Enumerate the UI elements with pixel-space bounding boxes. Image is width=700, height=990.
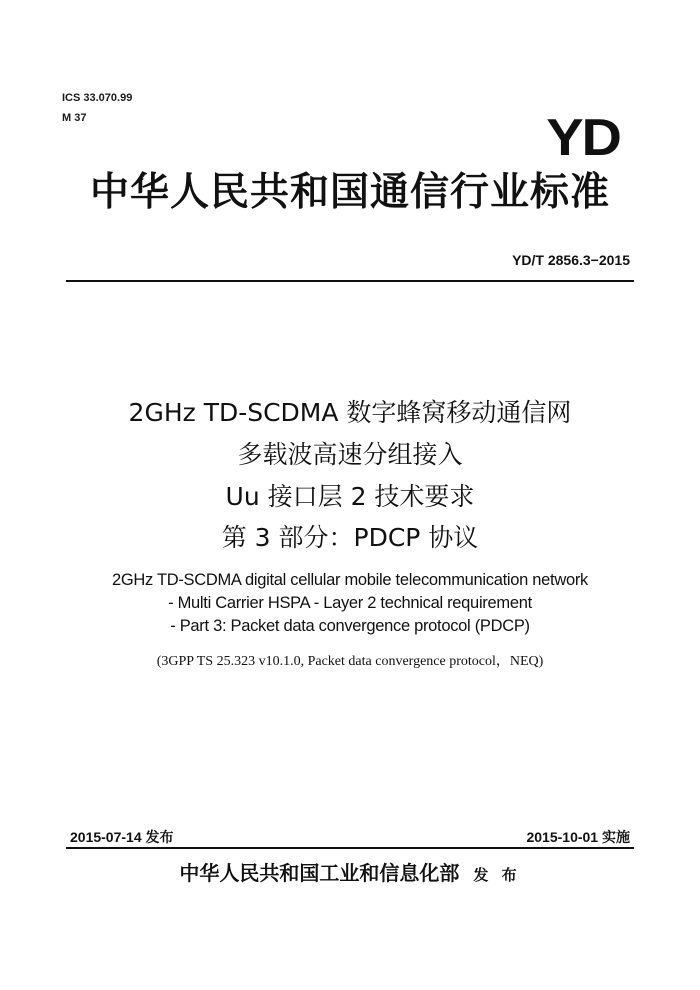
issuing-authority <box>0 857 700 886</box>
title-cn-line-1: 2GHz TD-SCDMA 数字蜂窝移动通信网 <box>128 398 572 427</box>
implementation-date: 2015-10-01 实施 <box>526 829 630 845</box>
footer-divider <box>66 847 634 849</box>
standard-type-heading: 中华人民共和国通信行业标准 <box>89 170 610 215</box>
issue-date: 2015-07-14 发布 <box>70 829 174 845</box>
yd-logo: YD <box>546 108 620 167</box>
category-code: M 37 <box>62 112 87 124</box>
title-cn-line-3: Uu 接口层 2 技术要求 <box>225 482 475 511</box>
title-en-line-1: 2GHz TD-SCDMA digital cellular mobile telecommunication network <box>112 571 588 589</box>
equivalence-note: (3GPP TS 25.323 v10.1.0, Packet data convergence protocol，NEQ) <box>156 654 544 669</box>
title-cn-line-4: 第 3 部分：PDCP 协议 <box>221 523 479 552</box>
title-en-line-2: - Multi Carrier HSPA - Layer 2 technical requirement <box>168 594 532 612</box>
title-en-line-3: - Part 3: Packet data convergence protocol (PDCP) <box>170 617 530 635</box>
issue-action: 发 布 <box>473 866 521 884</box>
title-cn-line-2: 多载波高速分组接入 <box>237 440 463 469</box>
issuing-authority-name: 中华人民共和国工业和信息化部 <box>179 861 460 885</box>
header-divider <box>66 280 634 282</box>
standard-number: YD/T 2856.3−2015 <box>512 252 630 268</box>
ics-code: ICS 33.070.99 <box>62 92 133 104</box>
